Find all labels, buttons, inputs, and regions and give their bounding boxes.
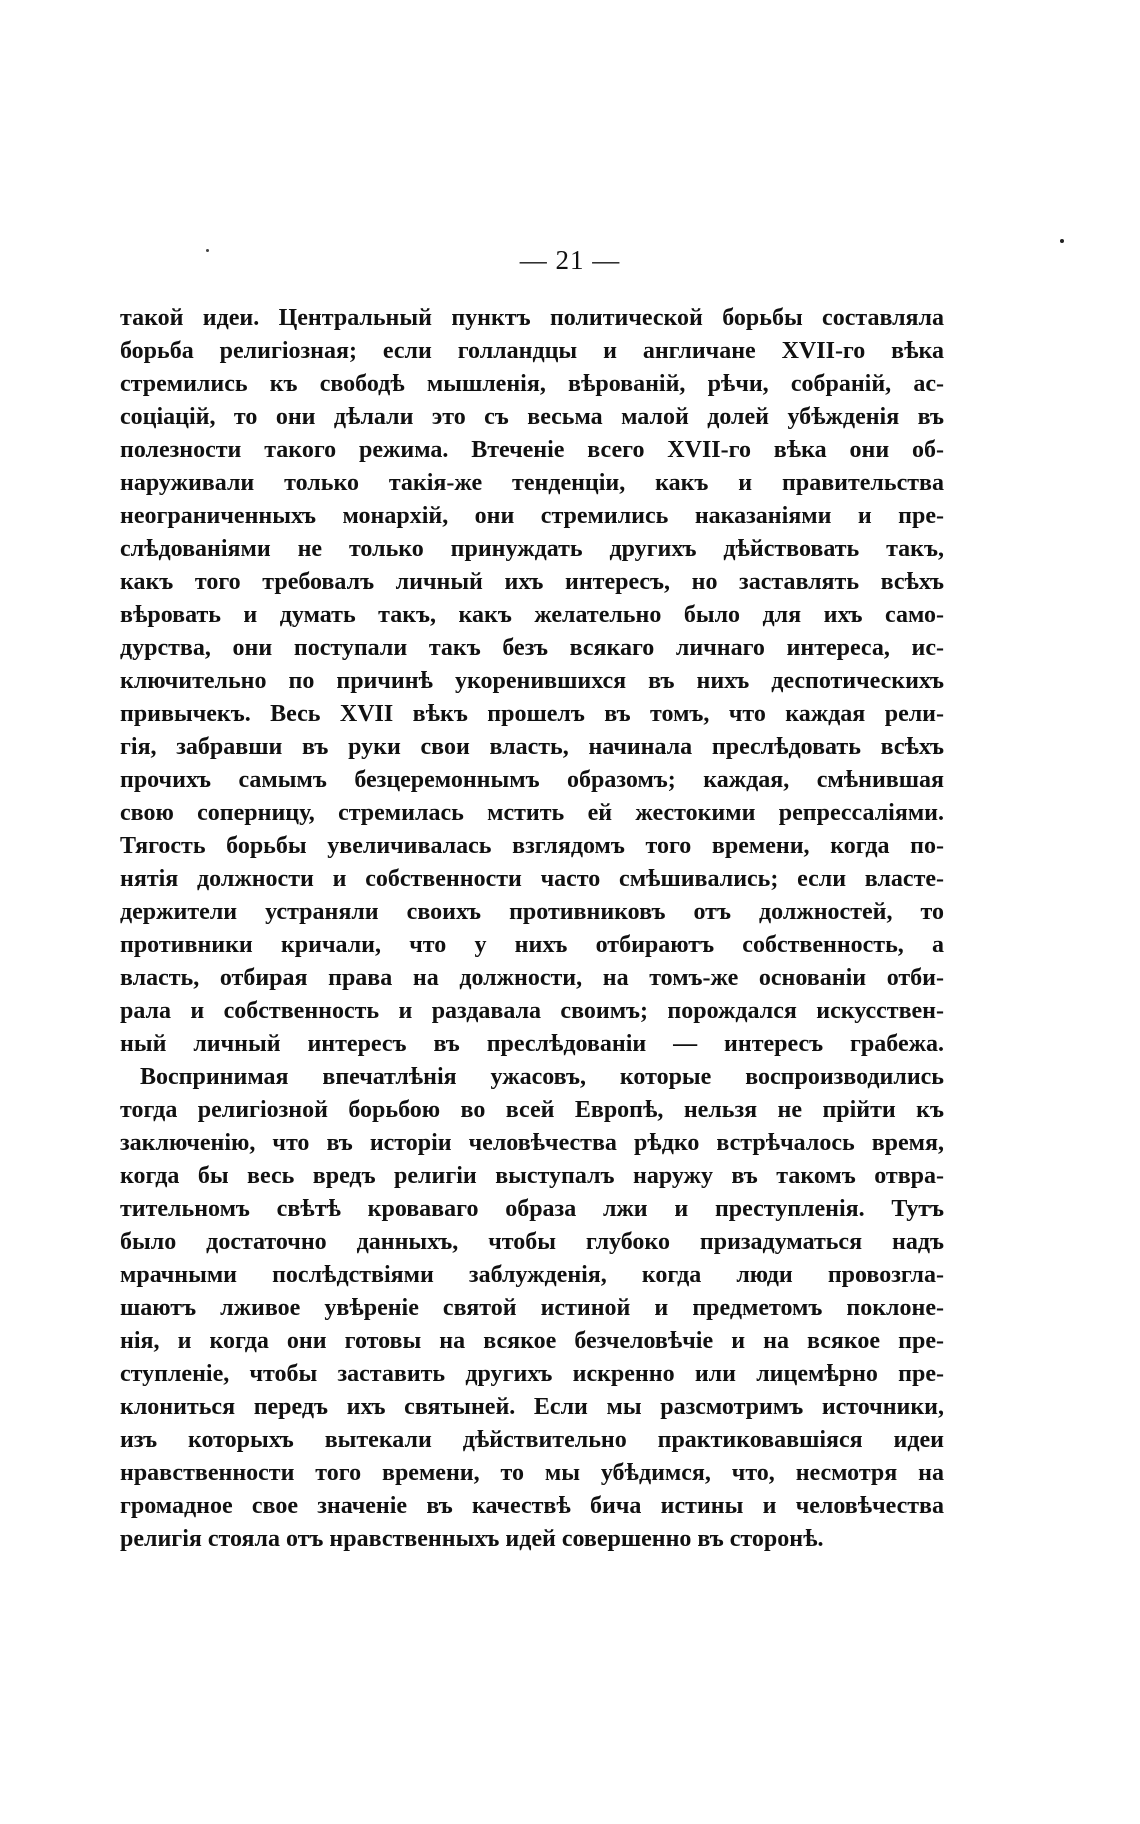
text-line: мрачными послѣдствіями заблужденія, когда люди провозгла- [120, 1262, 944, 1288]
text-line: нія, и когда они готовы на всякое безчеловѣчіе и на всякое пре- [120, 1328, 944, 1354]
text-line: тогда религіозной борьбою во всей Европѣ, нельзя не прійти къ [120, 1097, 944, 1123]
text-line: гія, забравши въ руки свои власть, начинала преслѣдовать всѣхъ [120, 734, 944, 760]
text-line: стремились къ свободѣ мышленія, вѣрованій, рѣчи, собраній, ас- [120, 371, 944, 397]
text-line: власть, отбирая права на должности, на томъ-же основаніи отби- [120, 965, 944, 991]
text-line: нятія должности и собственности часто смѣшивались; если власте- [120, 866, 944, 892]
text-line: свою соперницу, стремилась мстить ей жестокими репрессаліями. [120, 800, 944, 826]
text-line: клониться передъ ихъ святыней. Если мы разсмотримъ источники, [120, 1394, 944, 1420]
text-line: рала и собственность и раздавала своимъ; порождался искусствен- [120, 998, 944, 1024]
paragraph-2 [120, 1061, 944, 1556]
text-line: было достаточно данныхъ, чтобы глубоко призадуматься надъ [120, 1229, 944, 1255]
text-line: громадное свое значеніе въ качествѣ бича истины и человѣчества [120, 1493, 944, 1519]
text-line: шаютъ лживое увѣреніе святой истиной и предметомъ поклоне- [120, 1295, 944, 1321]
text-line: противники кричали, что у нихъ отбираютъ собственность, а [120, 932, 944, 958]
text-line: держители устраняли своихъ противниковъ отъ должностей, то [120, 899, 944, 925]
text-line: дурства, они поступали такъ безъ всякаго личнаго интереса, ис- [120, 635, 944, 661]
text-line: наруживали только такія-же тенденціи, какъ и правительства [120, 470, 944, 496]
text-line: ный личный интересъ въ преслѣдованіи — интересъ грабежа. [120, 1031, 944, 1057]
text-line: ступленіе, чтобы заставить другихъ искренно или лицемѣрно пре- [120, 1361, 944, 1387]
text-line: нравственности того времени, то мы убѣдимся, что, несмотря на [120, 1460, 944, 1486]
text-line: изъ которыхъ вытекали дѣйствительно практиковавшіяся идеи [120, 1427, 944, 1453]
paragraph-1 [120, 302, 944, 1061]
text-line: вѣровать и думать такъ, какъ желательно было для ихъ само- [120, 602, 944, 628]
text-line: Воспринимая впечатлѣнія ужасовъ, которые воспроизводились [140, 1064, 944, 1090]
text-line: ключительно по причинѣ укоренившихся въ нихъ деспотическихъ [120, 668, 944, 694]
text-line: борьба религіозная; если голландцы и англичане XVII-го вѣка [120, 338, 944, 364]
text-line: слѣдованіями не только принуждать другихъ дѣйствовать такъ, [120, 536, 944, 562]
text-line: тительномъ свѣтѣ кроваваго образа лжи и преступленія. Тутъ [120, 1196, 944, 1222]
page-number: — 21 — [519, 245, 621, 275]
text-line: привычекъ. Весь XVII вѣкъ прошелъ въ томъ, что каждая рели- [120, 701, 944, 727]
text-line: неограниченныхъ монархій, они стремились наказаніями и пре- [120, 503, 944, 529]
text-line: религія стояла отъ нравственныхъ идей совершенно въ сторонѣ. [120, 1526, 824, 1552]
text-line: такой идеи. Центральный пунктъ политической борьбы составляла [120, 305, 944, 331]
text-line: когда бы весь вредъ религіи выступалъ наружу въ такомъ отвра- [120, 1163, 944, 1189]
text-line: заключенію, что въ исторіи человѣчества рѣдко встрѣчалось время, [120, 1130, 944, 1156]
body-text [120, 302, 944, 1556]
print-speck [1060, 239, 1064, 243]
text-line: полезности такого режима. Втеченіе всего XVII-го вѣка они об- [120, 437, 944, 463]
text-line: соціацій, то они дѣлали это съ весьма малой долей убѣжденія въ [120, 404, 944, 430]
text-line: прочихъ самымъ безцеремоннымъ образомъ; каждая, смѣнившая [120, 767, 944, 793]
text-line: какъ того требовалъ личный ихъ интересъ, но заставлять всѣхъ [120, 569, 944, 595]
text-line: Тягость борьбы увеличивалась взглядомъ того времени, когда по- [120, 833, 944, 859]
